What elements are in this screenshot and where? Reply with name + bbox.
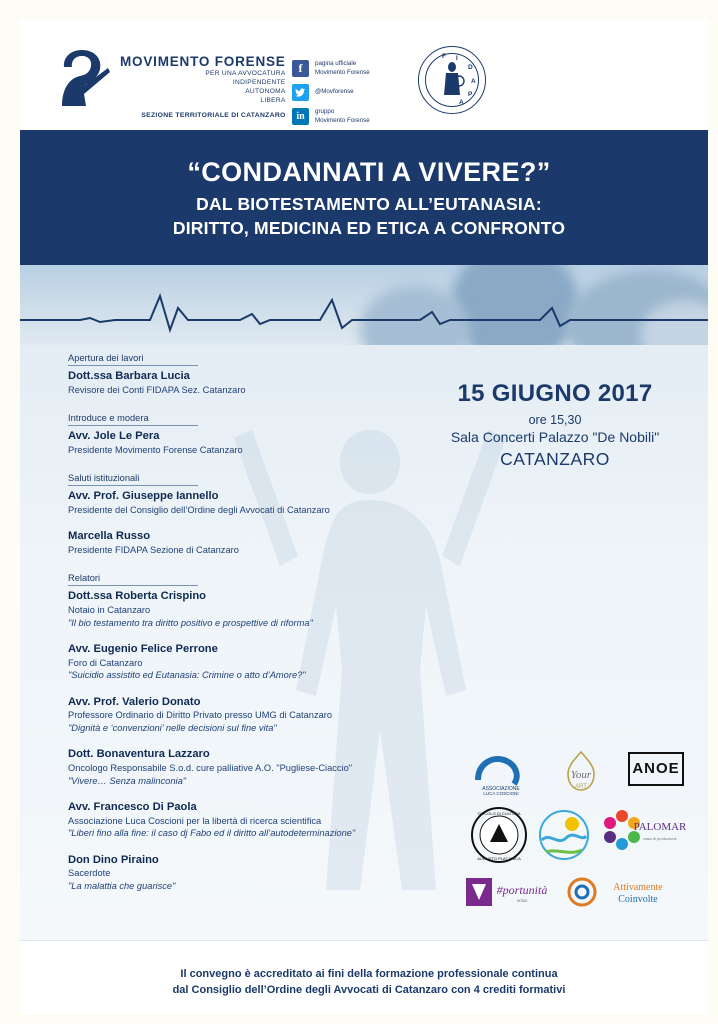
program-section-label: Relatori: [68, 573, 198, 586]
program-section: [68, 408, 458, 456]
speech-title: "Vivere… Senza malinconia": [68, 775, 187, 786]
speaker-role: Oncologo Responsabile S.o.d. cure palliative A.O. "Pugliese-Ciaccio": [68, 762, 353, 773]
speech-title: "La malattia che guarisce": [68, 880, 176, 891]
acqua-logo: [536, 808, 592, 862]
svg-text:Coinvolte: Coinvolte: [618, 894, 658, 905]
speaker-role: Presidente FIDAPA Sezione di Catanzaro: [68, 544, 239, 555]
program-section: [68, 468, 458, 556]
svg-text:AUGUSTO PLACANICA: AUGUSTO PLACANICA: [477, 856, 521, 861]
twitter-line-1: @Movforense: [315, 88, 354, 96]
program-entry: [68, 695, 458, 735]
emblem-letter-6: A: [459, 99, 464, 106]
svg-text:casa di produzione: casa di produzione: [643, 836, 677, 841]
speaker-name: Avv. Eugenio Felice Perrone: [68, 643, 218, 656]
palomar-logo: [602, 806, 686, 856]
facebook-line-1: pagina ufficiale: [315, 60, 357, 68]
program-entry: [68, 529, 458, 556]
svg-text:Your: Your: [570, 769, 592, 781]
page-title: “CONDANNATI A VIVERE?”: [187, 156, 551, 187]
tagline-line-2: INDIPENDENTE: [232, 78, 286, 86]
tagline-line-3: AUTONOMA: [245, 87, 286, 95]
footer: [20, 940, 718, 1024]
yourart-logo: [548, 746, 614, 798]
program-entry: [68, 429, 458, 456]
page-subtitle-2: DIRITTO, MEDICINA ED ETICA A CONFRONTO: [172, 217, 566, 238]
fidapa-emblem: [418, 46, 486, 114]
tagline-line-4: LIBERA: [260, 96, 286, 104]
ecg-line-icon: [20, 278, 718, 338]
speaker-name: Don Dino Piraino: [68, 853, 159, 866]
speech-title: "Il bio testamento tra diritto positivo e prospettive di riforma": [68, 617, 313, 628]
event-city: CATANZARO: [500, 449, 610, 469]
program-entry: [68, 489, 458, 516]
event-details: [430, 380, 680, 470]
athena-figure-icon: [439, 61, 465, 99]
speaker-name: Avv. Prof. Giuseppe Iannello: [68, 490, 219, 503]
linkedin-line-2: Movimento Forense: [315, 116, 370, 124]
speaker-name: Avv. Jole Le Pera: [68, 430, 160, 443]
fidapa-emblem-inner: [425, 53, 479, 107]
emblem-letter-1: F: [442, 53, 446, 60]
svg-text:Attivamente: Attivamente: [613, 882, 663, 893]
speaker-name: Avv. Prof. Valerio Donato: [68, 695, 201, 708]
speaker-role: Presidente Movimento Forense Catanzaro: [68, 444, 243, 455]
social-item-facebook-label: [315, 60, 370, 77]
speaker-role: Professore Ordinario di Diritto Privato presso UMG di Catanzaro: [68, 710, 333, 721]
title-band: [20, 130, 718, 265]
emblem-letter-3: D: [468, 64, 473, 71]
speech-title: "Dignità e ‘convenzioni’ nelle decisioni sul fine vita": [68, 722, 277, 733]
speaker-role: Revisore dei Conti FIDAPA Sez. Catanzaro: [68, 384, 246, 395]
tagline-line-1: PER UNA AVVOCATURA: [205, 70, 286, 77]
speaker-role: Associazione Luca Coscioni per la libertà di ricerca scientifica: [68, 815, 322, 826]
speaker-name: Dott. Bonaventura Lazzaro: [68, 748, 210, 761]
speaker-role: Foro di Catanzaro: [68, 657, 143, 668]
opportunita-logo: [464, 872, 556, 912]
speaker-name: Avv. Francesco Di Paola: [68, 801, 197, 814]
program-entry: [68, 642, 458, 682]
speaker-name: Dott.ssa Roberta Crispino: [68, 590, 206, 603]
program-section: [68, 568, 458, 892]
lawyer-figure-icon: [50, 48, 112, 110]
program-entry: [68, 747, 458, 787]
anoe-logo: [628, 752, 684, 786]
speaker-role: Presidente del Consiglio dell’Ordine degli Avvocati di Catanzaro: [68, 504, 330, 515]
speaker-name: Marcella Russo: [68, 530, 151, 543]
social-item-twitter[interactable]: [292, 84, 412, 101]
sponsor-logos: [460, 740, 690, 920]
speaker-role: Sacerdote: [68, 868, 111, 879]
program-entry: [68, 589, 458, 629]
svg-text:CIRCOLO DI CULTURA: CIRCOLO DI CULTURA: [477, 811, 521, 816]
accreditation-line-2: dal Consiglio dell’Ordine degli Avvocati di Catanzaro con 4 crediti formativi: [172, 983, 566, 996]
speaker-name: Dott.ssa Barbara Lucia: [68, 370, 190, 382]
social-item-linkedin-label: [315, 108, 370, 125]
svg-text:onlus: onlus: [516, 898, 528, 903]
svg-text:ASSOCIAZIONE: ASSOCIAZIONE: [482, 786, 520, 792]
organization-name: MOVIMENTO FORENSE: [120, 54, 286, 69]
program-list: [68, 348, 458, 905]
program-section-label: Introduce e modera: [68, 413, 198, 426]
svg-text:PALOMAR: PALOMAR: [633, 821, 686, 833]
speech-title: "Liberi fino alla fine: il caso dj Fabo ed il diritto all’autodeterminazione": [68, 828, 356, 839]
organization-logo: [50, 48, 286, 119]
speech-title: "Suicidio assistito ed Eutanasia: Crimine o atto d’Amore?": [68, 670, 306, 681]
event-venue: Sala Concerti Palazzo "De Nobili": [450, 429, 660, 445]
associazione-luca-coscioni-logo: [470, 750, 532, 796]
twitter-icon[interactable]: [292, 84, 309, 101]
program-entry: [68, 853, 458, 893]
emblem-letter-4: A: [471, 78, 476, 85]
organization-logo-text: [120, 48, 286, 119]
organization-section: SEZIONE TERRITORIALE DI CATANZARO: [141, 111, 286, 119]
linkedin-icon[interactable]: in: [292, 108, 309, 125]
event-date: 15 GIUGNO 2017: [457, 380, 653, 407]
svg-text:LUCA COSCIONI: LUCA COSCIONI: [483, 791, 519, 796]
speaker-role: Notaio in Catanzaro: [68, 605, 151, 615]
program-entry: [68, 800, 458, 840]
event-time: ore 15,30: [528, 413, 582, 427]
social-item-facebook[interactable]: [292, 60, 412, 77]
linkedin-line-1: gruppo: [315, 108, 335, 116]
program-entry: [68, 369, 458, 396]
page-subtitle-1: DAL BIOTESTAMENTO ALL’EUTANASIA:: [196, 193, 542, 214]
social-links: [292, 60, 412, 132]
header: [20, 20, 718, 130]
social-item-linkedin[interactable]: [292, 108, 412, 125]
program-section: [68, 348, 458, 396]
organization-tagline: [120, 70, 286, 106]
accreditation-line-1: Il convegno è accreditato ai fini della formazione professionale continua: [180, 967, 558, 980]
anoe-logo-label: ANOE: [632, 759, 680, 777]
program-section-label: Saluti istituzionali: [68, 473, 198, 486]
social-item-twitter-label: [315, 88, 354, 96]
emblem-letter-2: I: [456, 55, 458, 62]
program-section-label: Apertura dei lavori: [68, 353, 198, 366]
emblem-letter-5: P: [468, 91, 473, 98]
facebook-line-2: Movimento Forense: [315, 68, 370, 76]
poster-inner: [20, 20, 718, 1024]
facebook-icon[interactable]: f: [292, 60, 309, 77]
attivamente-coinvolte-logo: [564, 872, 684, 912]
svg-text:#portunità: #portunità: [496, 883, 548, 897]
circolo-di-cultura-augusto-placanica-logo: [470, 806, 528, 864]
svg-text:ART: ART: [575, 784, 587, 790]
